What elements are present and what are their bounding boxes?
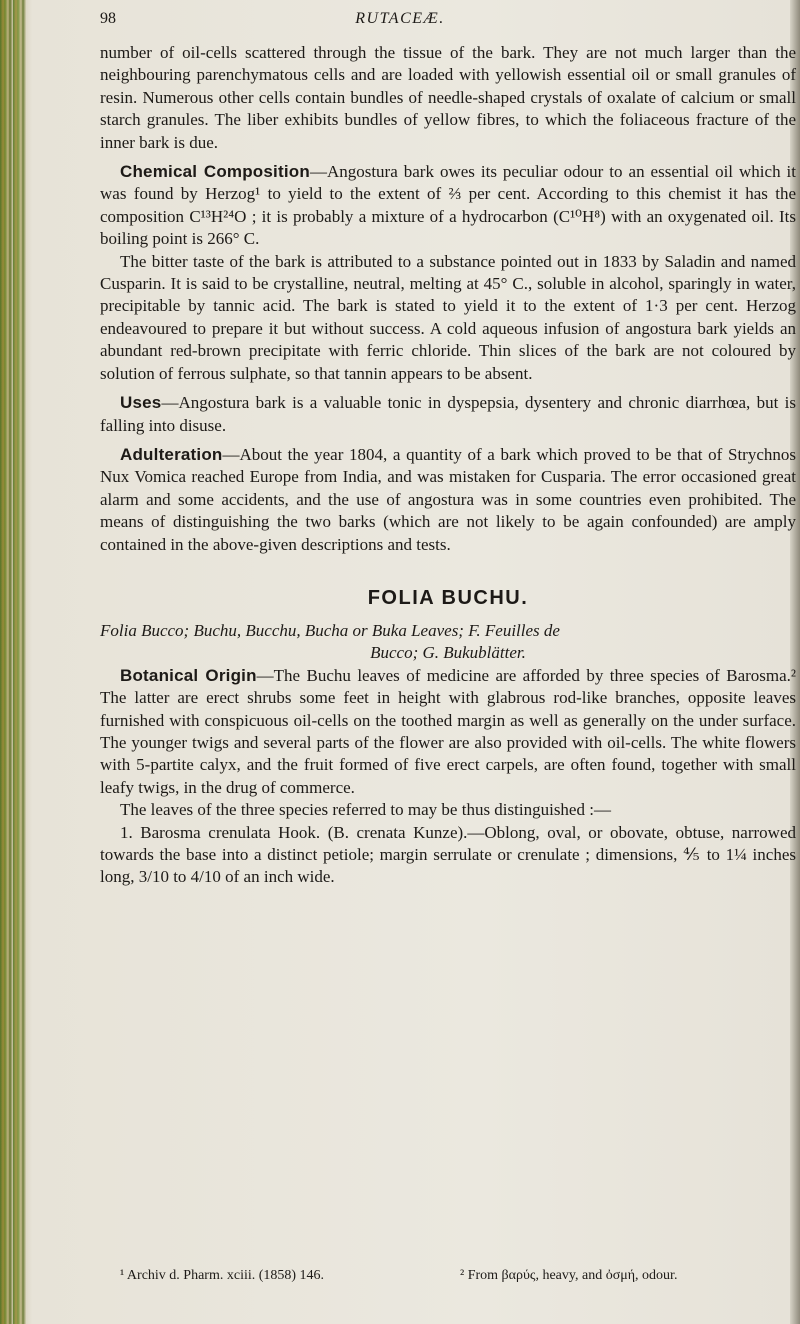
botanical-paragraph-2: The leaves of the three species referred to may be thus distinguished :— (120, 800, 611, 820)
botanical-heading: Botanical Origin (120, 665, 257, 685)
uses-heading: Uses (120, 393, 162, 413)
book-spine-edge (0, 0, 26, 1324)
chemical-heading: Chemical Composition (120, 162, 310, 182)
adulteration-text: —About the year 1804, a quantity of a bark which proved to be that of Strychnos Nux Vomica reached Europe from India, and was mistaken for Cusparia. The error occasioned great alarm and some accidents, and the use of angostura was in some countries even prohibited. The means of distinguishing the two barks (which are not likely to be again confounded) are amply contained in the above-given descriptions and tests. (100, 444, 796, 554)
footnote-2: ² From βαρύς, heavy, and ὀσμή, odour. (460, 1268, 678, 1283)
page-number: 98 (100, 10, 116, 27)
running-head: RUTACEÆ. (355, 10, 445, 27)
chemical-paragraph (100, 161, 796, 251)
synonyms (100, 620, 796, 665)
synonyms-line-1: Folia Bucco; Buchu, Bucchu, Bucha or Buka Leaves; F. Feuilles de (100, 620, 560, 640)
botanical-paragraph (100, 665, 796, 799)
synonyms-line-2: Bucco; G. Bukublätter. (370, 643, 526, 663)
chemical-text: —Angostura bark owes its peculiar odour to an essential oil which it was found by Herzog¹ to yield to the extent of ⅔ per cent. According to this chemist it has the composition C¹³H²⁴O ; it is probably a mixture of a hydrocarbon (C¹⁰H⁸) with an oxygenated oil. Its boiling point is 266° C. (100, 162, 797, 249)
uses-paragraph (100, 392, 796, 437)
section-title: FOLIA BUCHU. (367, 586, 529, 609)
species-item-1: 1. Barosma crenulata Hook. (B. crenata Kunze).—Oblong, oval, or obovate, obtuse, narrowed towards the base into a distinct petiole; margin serrulate or crenulate ; dimensions, ⅘ to 1¼ inches long, 3/10 to 4/10 of an inch wide. (100, 822, 796, 887)
footnote-1: ¹ Archiv d. Pharm. xciii. (1858) 146. (120, 1268, 325, 1283)
adulteration-paragraph (100, 444, 796, 556)
botanical-text: —The Buchu leaves of medicine are afforded by three species of Barosma.² The latter are erect shrubs some feet in height with glabrous rod-like branches, opposite leaves furnished with conspicuous oil-cells on the toothed margin as well as generally on the under surface. The younger twigs and several parts of the flower are also provided with oil-cells. The white flowers with 5-partite calyx, and the fruit formed of five erect carpels, are often found, together with small leafy twigs, in the drug of commerce. (100, 665, 797, 797)
body-text (100, 42, 796, 889)
adulteration-heading: Adulteration (120, 444, 223, 464)
uses-text: —Angostura bark is a valuable tonic in dyspepsia, dysentery and chronic diarrhœa, but is falling into disuse. (100, 393, 796, 435)
intro-paragraph: number of oil-cells scattered through the tissue of the bark. They are not much larger than the neighbouring parenchymatous cells and are loaded with yellowish essential oil or small granules of resin. Numerous other cells contain bundles of needle-shaped crystals of oxalate of calcium or small starch granules. The liber exhibits bundles of yellow fibres, to which the foliaceous fracture of the inner bark is due. (100, 43, 796, 152)
chemical-paragraph-2: The bitter taste of the bark is attributed to a substance pointed out in 1833 by Saladin and named Cusparin. It is said to be crystalline, neutral, melting at 45° C., soluble in alcohol, sparingly in water, precipitable by tannic acid. The bark is stated to yield it to the extent of 1·3 per cent. Herzog endeavoured to prepare it but without success. A cold aqueous infusion of angostura bark yields an abundant red-brown precipitate with ferric chloride. Thin slices of the bark are not coloured by solution of ferrous sulphate, so that tannin appears to be absent. (100, 251, 796, 383)
